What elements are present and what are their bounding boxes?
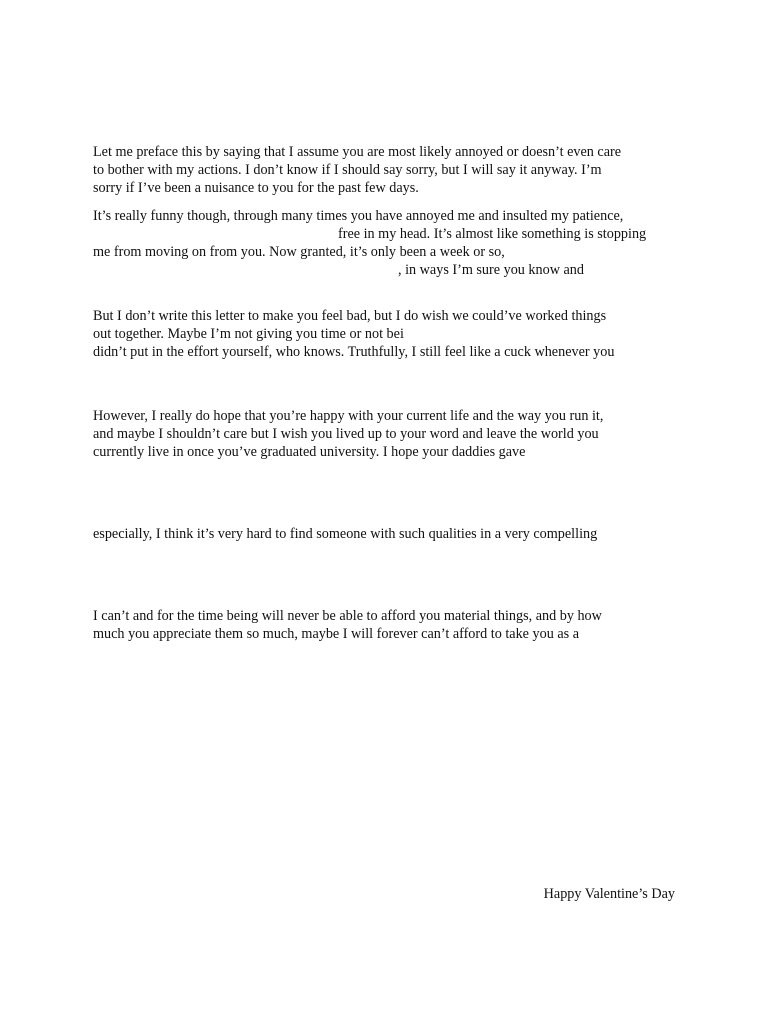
paragraph-1-line-3: sorry if I’ve been a nuisance to you for the past few days. (93, 180, 419, 196)
paragraph-2-line-4: , in ways I’m sure you know and (398, 262, 584, 278)
paragraph-3-line-1: But I don’t write this letter to make you feel bad, but I do wish we could’ve worked things (93, 308, 607, 324)
paragraph-6-line-1: I can’t and for the time being will never be able to afford you material things, and by how (93, 608, 602, 624)
paragraph-5-line-1: especially, I think it’s very hard to find someone with such qualities in a very compelling (93, 526, 598, 542)
paragraph-4-line-3: currently live in once you’ve graduated university. I hope your daddies gave (93, 444, 526, 460)
paragraph-1-line-2: to bother with my actions. I don’t know if I should say sorry, but I will say it anyway. I’m (93, 162, 602, 178)
paragraph-3-line-3: didn’t put in the effort yourself, who knows. Truthfully, I still feel like a cuck whenever you (93, 344, 615, 360)
paragraph-2-line-2: free in my head. It’s almost like something is stopping (338, 226, 647, 242)
paragraph-6-line-2: much you appreciate them so much, maybe I will forever can’t afford to take you as a (93, 626, 580, 642)
paragraph-3-line-2: out together. Maybe I’m not giving you time or not bei (93, 326, 404, 342)
paragraph-4-line-1: However, I really do hope that you’re happy with your current life and the way you run it, (93, 408, 604, 424)
paragraph-1-line-1: Let me preface this by saying that I assume you are most likely annoyed or doesn’t even care (93, 144, 622, 160)
paragraph-2-line-1: It’s really funny though, through many times you have annoyed me and insulted my patience, (93, 208, 624, 224)
paragraph-2-line-3: me from moving on from you. Now granted, it’s only been a week or so, (93, 244, 505, 260)
paragraph-4-line-2: and maybe I shouldn’t care but I wish you lived up to your word and leave the world you (93, 426, 599, 442)
signoff: Happy Valentine’s Day (543, 886, 675, 902)
